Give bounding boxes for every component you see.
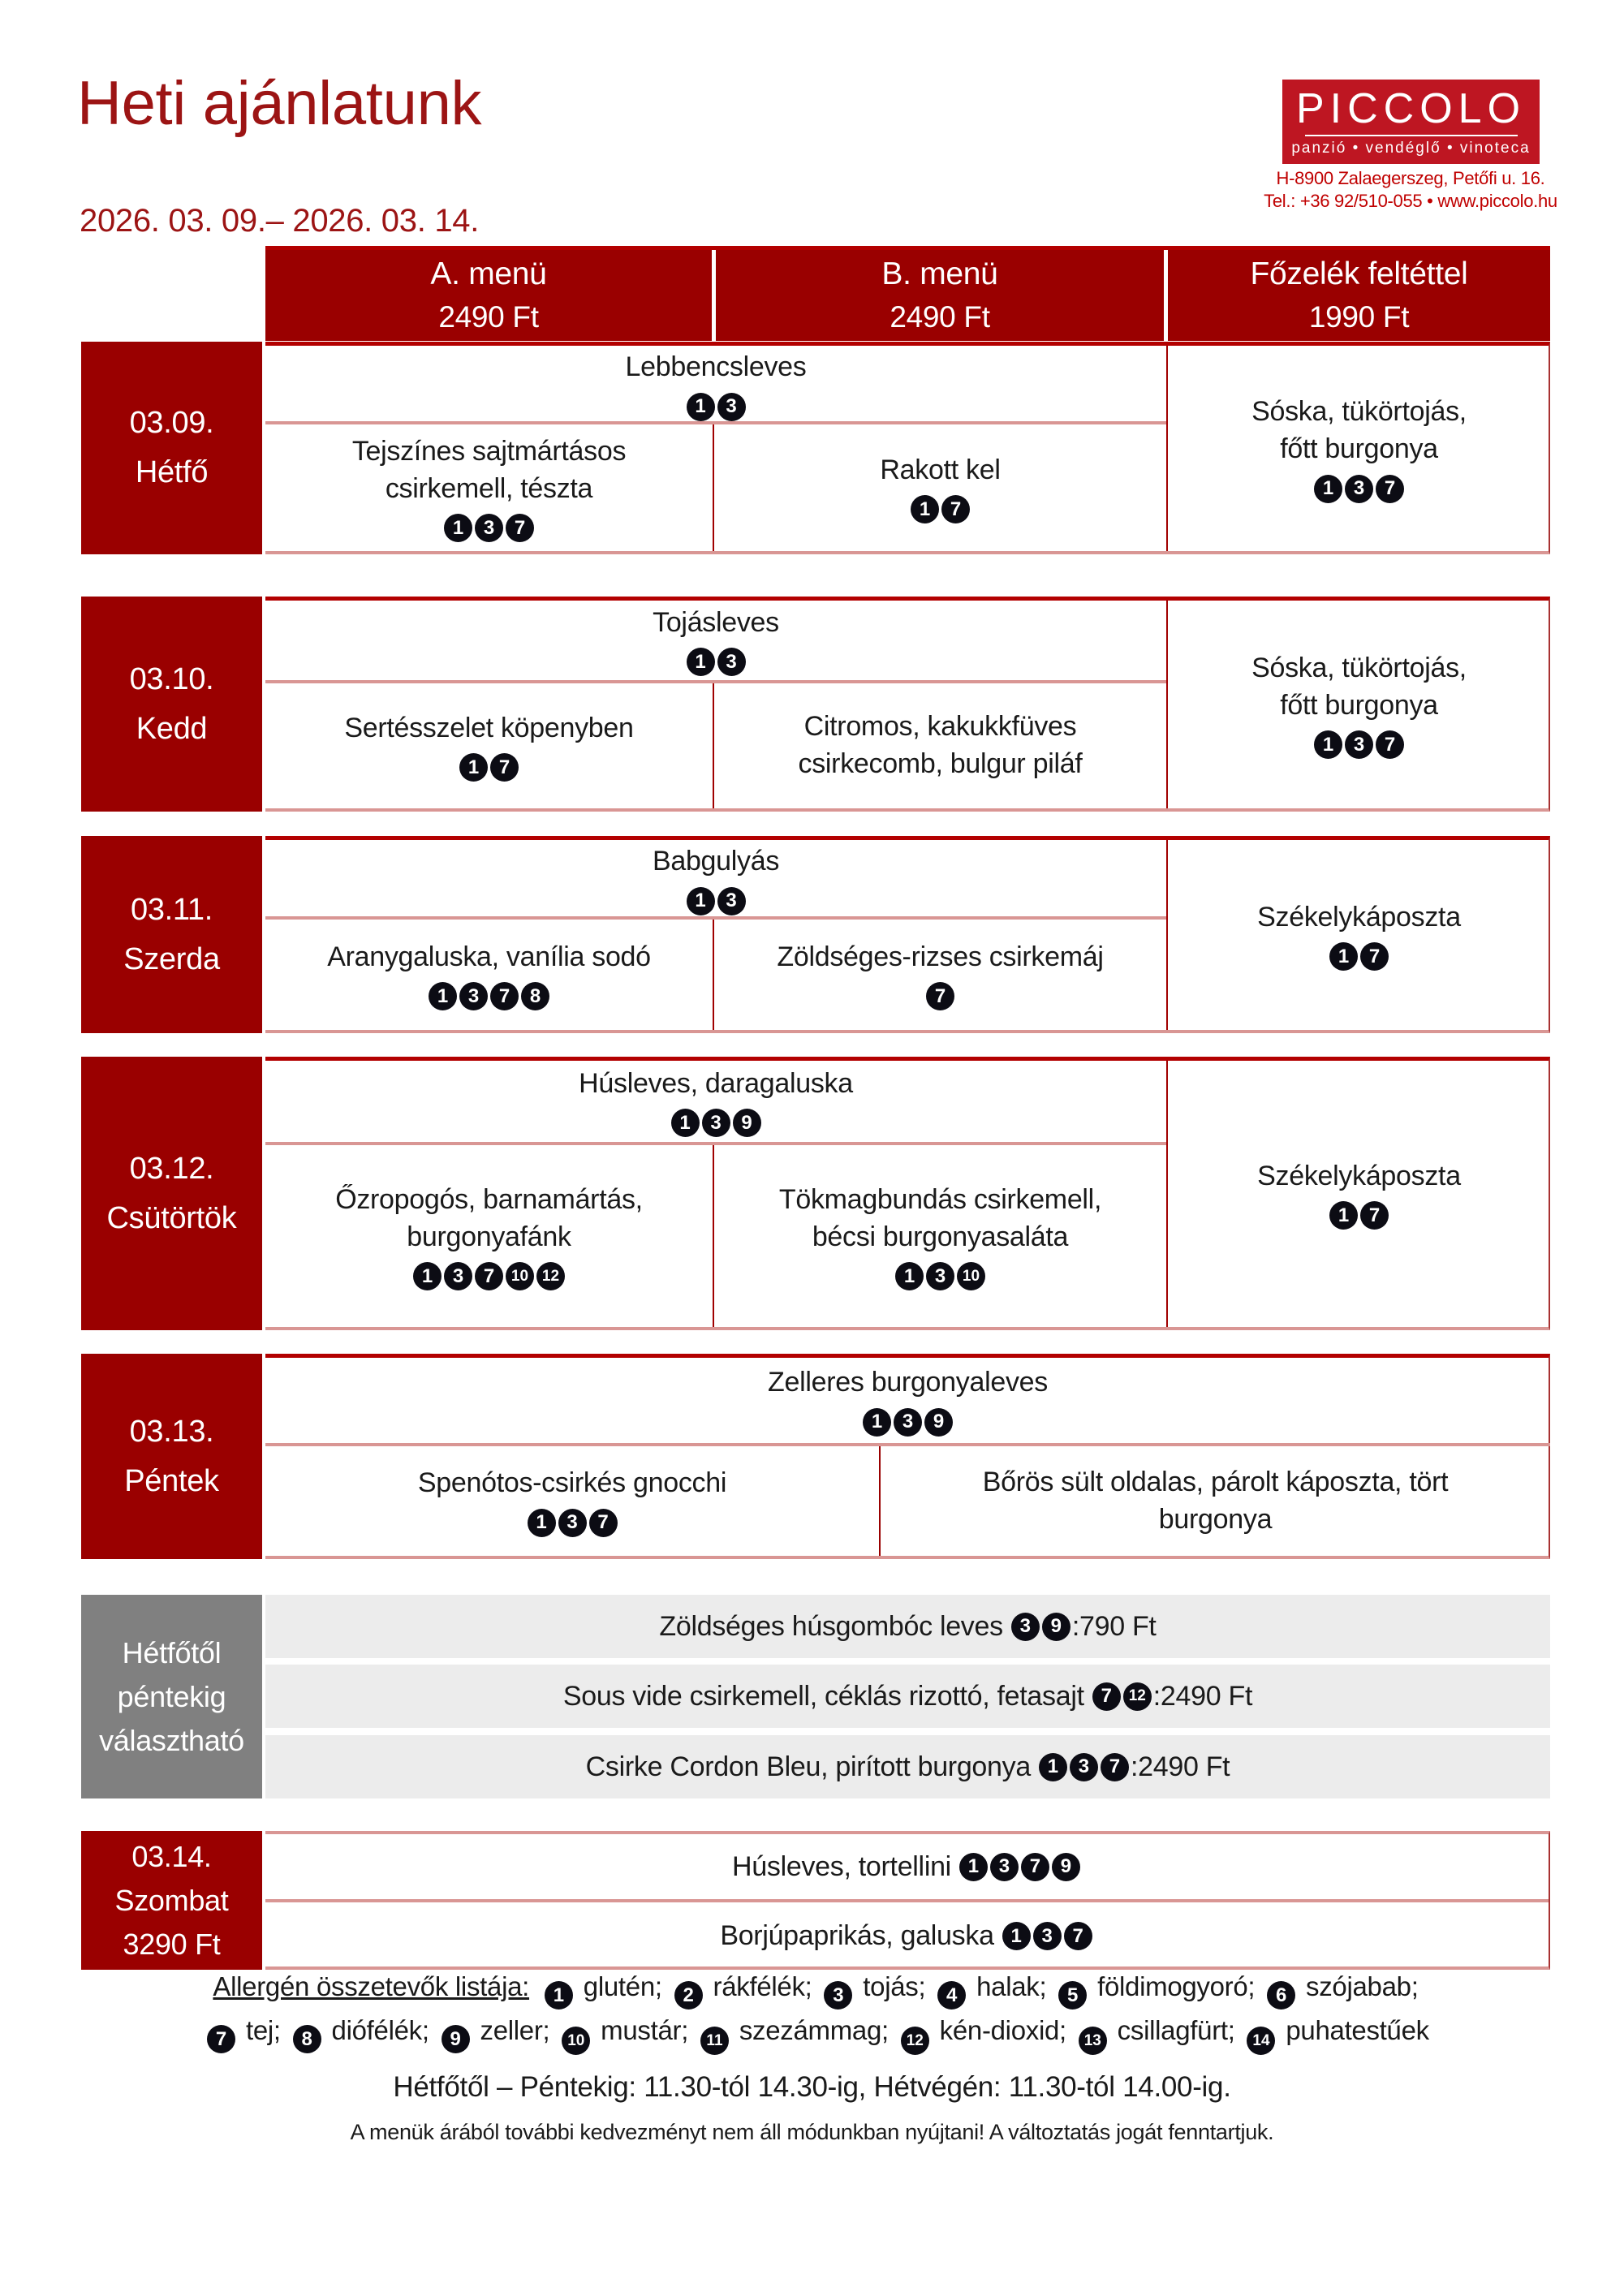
allergen-badges (1314, 730, 1404, 759)
allergen-badge: 1 (528, 1509, 556, 1537)
allergen-legend (81, 1966, 1550, 2055)
dish-name: Csirke Cordon Bleu, pirított burgonya (585, 1751, 1031, 1782)
allergen-badge: 3 (1345, 730, 1373, 759)
dish-name: Húsleves, daragaluska (579, 1067, 853, 1099)
allergen-badge: 3 (1011, 1613, 1040, 1641)
date-range: 2026. 03. 09.– 2026. 03. 14. (80, 203, 480, 239)
allergen-badges (895, 1262, 985, 1290)
menu-b-cell (881, 1446, 1550, 1556)
dish-name: Aranygaluska, vanília sodó (327, 941, 651, 972)
allergen-badge: 1 (444, 514, 472, 542)
allergen-badge: 9 (733, 1109, 761, 1137)
logo-divider-line (1305, 135, 1518, 136)
allergen-legend-items: 1 glutén; 2 rákfélék; 3 tojás; 4 halak; 5 földimogyoró; 6 szójabab; (540, 1971, 1419, 2001)
day-cell-tuesday (81, 597, 262, 812)
allergen-badge: 1 (687, 393, 715, 421)
allergen-badges (1011, 1613, 1070, 1641)
allergen-badge: 1 (429, 982, 457, 1010)
page-title: Heti ajánlatunk (77, 69, 482, 138)
saturday-course (265, 1834, 1549, 1902)
day-cell-friday (81, 1354, 262, 1559)
dish-price: 2490 Ft (1160, 1680, 1253, 1712)
allergen-badge: 1 (1314, 475, 1342, 503)
fozelek-cell (1166, 346, 1550, 551)
allergen-badge: 7 (1064, 1922, 1092, 1950)
day-menu-monday (265, 342, 1550, 554)
day-cell-wednesday (81, 836, 262, 1033)
allergen-badge: 7 (207, 2025, 235, 2053)
dish-name: Székelykáposzta (1257, 1160, 1461, 1191)
allergen-badge: 9 (1042, 1613, 1070, 1641)
allergen-badge: 3 (894, 1408, 922, 1437)
opening-hours: Hétfőtől – Péntekig: 11.30-tól 14.30-ig, Hétvégén: 11.30-tól 14.00-ig. (393, 2071, 1231, 2103)
allergen-badge: 1 (1002, 1922, 1031, 1950)
soup-cell (265, 346, 1166, 424)
fozelek-cell (1166, 1061, 1550, 1327)
allergen-badges (1039, 1753, 1129, 1781)
allergen-badges (1314, 475, 1404, 503)
allergen-legend-line2 (81, 2010, 1550, 2055)
allergen-badge: 3 (475, 514, 503, 542)
weekly-section-label (81, 1595, 262, 1798)
day-date: 03.14. (131, 1839, 212, 1873)
day-menu-thursday (265, 1057, 1550, 1330)
allergen-badge: 7 (506, 514, 534, 542)
allergen-badge: 3 (558, 1509, 587, 1537)
day-date: 03.11. (130, 892, 213, 927)
allergen-badge: 1 (959, 1853, 988, 1881)
allergen-badge: 1 (687, 648, 715, 676)
menu-a-cell (265, 683, 714, 808)
menu-b-cell (714, 920, 1166, 1030)
allergen-badge: 1 (413, 1262, 442, 1290)
allergen-badge: 1 (1329, 1201, 1358, 1230)
allergen-badge: 9 (442, 2025, 470, 2053)
dish-name: Bőrös sült oldalas, párolt káposzta, tört burgonya (982, 1466, 1449, 1535)
allergen-badge: 3 (1345, 475, 1373, 503)
allergen-badge: 7 (490, 982, 519, 1010)
day-date: 03.10. (129, 661, 214, 696)
logo-wordmark: PICCOLO (1295, 85, 1527, 132)
allergen-badge: 1 (911, 495, 939, 523)
dish-name: Borjúpaprikás, galuska (720, 1920, 994, 1951)
dish-price: 790 Ft (1079, 1610, 1157, 1642)
dish-name: Babgulyás (652, 846, 780, 877)
allergen-badge: 3 (459, 982, 488, 1010)
menu-a-cell (265, 920, 714, 1030)
allergen-badges (687, 887, 746, 913)
allergen-badge: 7 (1376, 730, 1404, 759)
allergen-badge: 7 (1376, 475, 1404, 503)
day-cell-thursday (81, 1057, 262, 1330)
allergen-badge: 1 (1314, 730, 1342, 759)
allergen-legend-items: 7 tej; 8 diófélék; 9 zeller; 10 mustár; 11 szezámmag; 12 kén-dioxid; 13 csillagfürt; 14 puhatestűek (202, 2015, 1429, 2045)
allergen-badge: 5 (1058, 1981, 1087, 2010)
day-cell-monday (81, 342, 262, 554)
dish-name: Zöldséges-rizses csirkemáj (777, 941, 1104, 972)
allergen-badge: 1 (687, 887, 715, 915)
dish-name: Székelykáposzta (1257, 901, 1461, 933)
dish-name: Tökmagbundás csirkemell, bécsi burgonyasaláta (778, 1183, 1102, 1252)
menu-b-cell (714, 424, 1166, 551)
dish-name: Húsleves, tortellini (732, 1850, 951, 1882)
menu-table-header (265, 246, 1550, 341)
header-cell-menu-a (265, 250, 712, 341)
allergen-badge: 10 (562, 2027, 590, 2055)
allergen-badge: 12 (901, 2027, 929, 2055)
soup-cell (265, 840, 1166, 920)
allergen-badge: 7 (490, 753, 519, 782)
dish-name: Sous vide csirkemell, céklás rizottó, fetasajt (562, 1680, 1084, 1712)
dish-name: Spenótos-csirkés gnocchi (417, 1467, 727, 1499)
allergen-badge: 3 (1033, 1922, 1062, 1950)
allergen-badge: 3 (717, 887, 746, 915)
allergen-badge: 14 (1247, 2027, 1275, 2055)
dish-name: Tejszínes sajtmártásos csirkemell, tészta (351, 435, 627, 504)
allergen-badges (863, 1408, 953, 1437)
dish-name: Lebbencsleves (625, 351, 807, 382)
allergen-badges (429, 982, 549, 1010)
day-menu-saturday (265, 1831, 1550, 1970)
allergen-badges (911, 495, 970, 523)
allergen-badge: 11 (700, 2027, 729, 2055)
saturday-course (265, 1902, 1549, 1970)
header-cell-fozelek (1168, 250, 1550, 341)
allergen-badge: 12 (1123, 1682, 1152, 1711)
day-name: Kedd (136, 711, 208, 746)
allergen-badges (459, 753, 519, 782)
column-label: B. menü (881, 256, 998, 291)
day-date: 03.13. (129, 1414, 214, 1449)
allergen-badge: 1 (459, 753, 488, 782)
allergen-badges (959, 1853, 1080, 1881)
allergen-badge: 3 (702, 1109, 730, 1137)
allergen-badge: 7 (1360, 1201, 1389, 1230)
day-name: Szombat (114, 1883, 229, 1917)
header-cell-menu-b (716, 250, 1164, 341)
column-price: 2490 Ft (890, 300, 990, 334)
allergen-badge: 10 (506, 1262, 534, 1290)
price-separator: : (1071, 1610, 1079, 1642)
dish-name: Sertésszelet köpenyben (344, 712, 634, 743)
allergen-badge: 1 (545, 1981, 573, 2010)
fozelek-cell (1166, 840, 1550, 1030)
allergen-badge: 4 (937, 1981, 966, 2010)
allergen-badge: 8 (293, 2025, 321, 2053)
allergen-badges (1329, 942, 1389, 971)
soup-cell (265, 1358, 1550, 1446)
allergen-badge: 10 (957, 1262, 985, 1290)
allergen-badges (1092, 1682, 1152, 1711)
allergen-badge: 9 (1052, 1853, 1080, 1881)
day-cell-saturday (81, 1831, 262, 1970)
day-date: 03.12. (129, 1151, 214, 1186)
allergen-badge: 7 (941, 495, 970, 523)
allergen-badges (413, 1262, 565, 1290)
menu-a-cell (265, 424, 714, 551)
allergen-badge: 3 (444, 1262, 472, 1290)
column-price: 2490 Ft (438, 300, 539, 334)
logo-tagline: panzió • vendéglő • vinoteca (1291, 140, 1531, 157)
column-price: 1990 Ft (1308, 300, 1410, 334)
price-separator: : (1152, 1680, 1161, 1712)
menu-b-cell (714, 1145, 1166, 1327)
allergen-badge: 7 (1021, 1853, 1049, 1881)
column-label: A. menü (430, 256, 547, 291)
price-separator: : (1130, 1751, 1139, 1782)
weekly-item (265, 1665, 1550, 1728)
allergen-badges (444, 514, 534, 542)
allergen-badge: 13 (1079, 2027, 1107, 2055)
day-menu-wednesday (265, 836, 1550, 1033)
allergen-badge: 3 (824, 1981, 852, 2010)
allergen-badges (926, 982, 954, 1010)
allergen-badges (528, 1509, 618, 1537)
day-name: Csütörtök (106, 1200, 237, 1235)
allergen-badge: 3 (990, 1853, 1019, 1881)
menu-b-cell (714, 683, 1166, 808)
menu-a-cell (265, 1446, 881, 1556)
allergen-badge: 3 (717, 648, 746, 676)
dish-name: Őzropogós, barnamártás, burgonyafánk (335, 1183, 643, 1252)
dish-name: Sóska, tükörtojás, főtt burgonya (1251, 396, 1467, 464)
allergen-badge: 2 (674, 1981, 703, 2010)
day-menu-tuesday (265, 597, 1550, 812)
piccolo-logo (1282, 80, 1540, 164)
weekly-item (265, 1595, 1550, 1658)
day-name: Szerda (123, 941, 220, 976)
allergen-badge: 3 (926, 1262, 954, 1290)
day-price: 3290 Ft (123, 1927, 221, 1961)
allergen-badge: 1 (1329, 942, 1358, 971)
allergen-badges (1002, 1922, 1092, 1950)
day-menu-friday (265, 1354, 1550, 1559)
allergen-badge: 8 (521, 982, 549, 1010)
menu-a-cell (265, 1145, 714, 1327)
allergen-badge: 3 (717, 393, 746, 421)
allergen-badge: 7 (1101, 1753, 1129, 1781)
allergen-badge: 6 (1267, 1981, 1295, 2010)
dish-name: Zöldséges húsgombóc leves (659, 1610, 1003, 1642)
allergen-badge: 7 (926, 982, 954, 1010)
column-label: Főzelék feltéttel (1250, 256, 1468, 291)
soup-cell (265, 601, 1166, 683)
allergen-badge: 1 (671, 1109, 700, 1137)
dish-name: Sóska, tükörtojás, főtt burgonya (1251, 652, 1467, 721)
allergen-legend-title: Allergén összetevők listája: (213, 1971, 530, 2001)
allergen-badges (687, 648, 746, 676)
allergen-badge: 1 (1039, 1753, 1067, 1781)
address-line: H-8900 Zalaegerszeg, Petőfi u. 16. (1276, 168, 1545, 188)
allergen-badge: 3 (1070, 1753, 1098, 1781)
allergen-badge: 9 (924, 1408, 953, 1437)
allergen-badge: 7 (589, 1509, 618, 1537)
allergen-badge: 7 (1092, 1682, 1121, 1711)
weekly-label-text: Hétfőtől péntekig választható (99, 1635, 244, 1757)
restaurant-address (1159, 167, 1624, 212)
dish-name: Rakott kel (880, 454, 1001, 485)
allergen-badge: 7 (1360, 942, 1389, 971)
dish-name: Citromos, kakukkfüves csirkecomb, bulgur piláf (798, 711, 1083, 779)
allergen-badge: 1 (863, 1408, 891, 1437)
dish-name: Zelleres burgonyaleves (768, 1367, 1048, 1398)
allergen-badges (687, 393, 746, 418)
contact-line: Tel.: +36 92/510-055 • www.piccolo.hu (1264, 190, 1557, 211)
day-date: 03.09. (129, 406, 214, 441)
day-name: Péntek (124, 1463, 219, 1498)
fozelek-cell (1166, 601, 1550, 808)
day-name: Hétfő (135, 455, 209, 489)
allergen-badges (1329, 1201, 1389, 1230)
allergen-legend-line1 (81, 1966, 1550, 2010)
allergen-badge: 1 (895, 1262, 924, 1290)
soup-cell (265, 1061, 1166, 1145)
dish-price: 2490 Ft (1138, 1751, 1230, 1782)
allergen-badge: 7 (475, 1262, 503, 1290)
dish-name: Tojásleves (653, 606, 779, 638)
disclaimer: A menük árából további kedvezményt nem áll módunkban nyújtani! A változtatás jogát fenntartjuk. (350, 2120, 1274, 2144)
weekly-item (265, 1735, 1550, 1798)
allergen-badges (671, 1109, 761, 1137)
allergen-badge: 12 (536, 1262, 565, 1290)
